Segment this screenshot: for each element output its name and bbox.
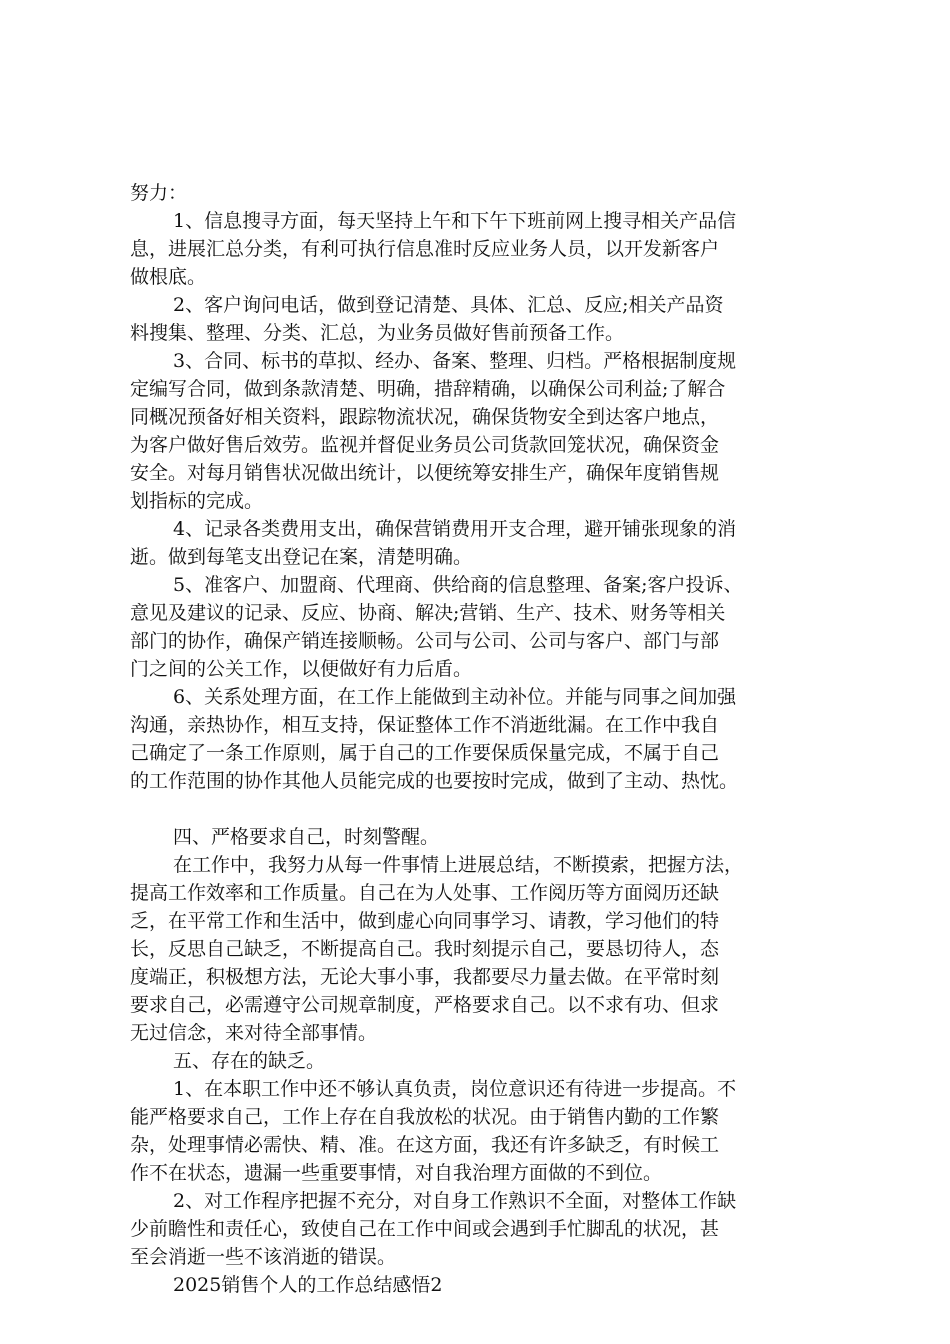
text-line: 沟通，亲热协作，相互支持，保证整体工作不消逝纰漏。在工作中我自	[130, 714, 720, 736]
text-line: 料搜集、整理、分类、汇总，为业务员做好售前预备工作。	[130, 322, 625, 344]
text-line: 部门的协作，确保产销连接顺畅。公司与公司、公司与客户、部门与部	[130, 630, 720, 652]
text-line: 3、合同、标书的草拟、经办、备案、整理、归档。严格根据制度规	[173, 350, 737, 372]
text-line: 同概况预备好相关资料，跟踪物流状况，确保货物安全到达客户地点，	[130, 406, 720, 428]
text-line: 努力：	[130, 182, 188, 204]
text-line: 5、准客户、加盟商、代理商、供给商的信息整理、备案;客户投诉、	[173, 574, 743, 596]
document-subtitle: 2025销售个人的工作总结感悟2	[173, 1274, 443, 1296]
text-line: 4、记录各类费用支出，确保营销费用开支合理，避开铺张现象的消	[173, 518, 737, 540]
text-line: 息，进展汇总分类，有利可执行信息准时反应业务人员，以开发新客户	[130, 238, 720, 260]
text-line: 划指标的完成。	[130, 490, 264, 512]
text-line: 门之间的公关工作，以便做好有力后盾。	[130, 658, 473, 680]
text-line: 长，反思自己缺乏，不断提高自己。我时刻提示自己，要恳切待人，态	[130, 938, 720, 960]
text-line: 1、在本职工作中还不够认真负责，岗位意识还有待进一步提高。不	[173, 1078, 737, 1100]
text-line: 提高工作效率和工作质量。自己在为人处事、工作阅历等方面阅历还缺	[130, 882, 720, 904]
text-line: 为客户做好售后效劳。监视并督促业务员公司货款回笼状况，确保资金	[130, 434, 720, 456]
text-line: 做根底。	[130, 266, 207, 288]
text-line: 作不在状态，遗漏一些重要事情，对自我治理方面做的不到位。	[130, 1162, 663, 1184]
text-line: 6、关系处理方面，在工作上能做到主动补位。并能与同事之间加强	[173, 686, 737, 708]
text-line: 安全。对每月销售状况做出统计，以便统筹安排生产，确保年度销售规	[130, 462, 720, 484]
text-line: 乏，在平常工作和生活中，做到虚心向同事学习、请教，学习他们的特	[130, 910, 720, 932]
text-line: 己确定了一条工作原则，属于自己的工作要保质保量完成，不属于自己	[130, 742, 720, 764]
text-line: 度端正，积极想方法，无论大事小事，我都要尽力量去做。在平常时刻	[130, 966, 720, 988]
text-line: 在工作中，我努力从每一件事情上进展总结，不断摸索，把握方法，	[173, 854, 744, 876]
text-line: 杂，处理事情必需快、精、准。在这方面，我还有许多缺乏，有时候工	[130, 1134, 720, 1156]
text-line: 逝。做到每笔支出登记在案，清楚明确。	[130, 546, 473, 568]
section-heading: 四、严格要求自己，时刻警醒。	[173, 826, 440, 848]
text-line: 要求自己，必需遵守公司规章制度，严格要求自己。以不求有功、但求	[130, 994, 720, 1016]
text-line: 定编写合同，做到条款清楚、明确，措辞精确，以确保公司利益;了解合	[130, 378, 726, 400]
text-line: 的工作范围的协作其他人员能完成的也要按时完成，做到了主动、热忱。	[130, 770, 739, 792]
text-line: 至会消逝一些不该消逝的错误。	[130, 1246, 397, 1268]
text-line: 2、客户询问电话，做到登记清楚、具体、汇总、反应;相关产品资	[173, 294, 724, 316]
text-line: 能严格要求自己，工作上存在自我放松的状况。由于销售内勤的工作繁	[130, 1106, 720, 1128]
text-line: 意见及建议的记录、反应、协商、解决;营销、生产、技术、财务等相关	[130, 602, 726, 624]
text-line: 2、对工作程序把握不充分，对自身工作熟识不全面，对整体工作缺	[173, 1190, 737, 1212]
text-line: 无过信念，来对待全部事情。	[130, 1022, 378, 1044]
section-heading: 五、存在的缺乏。	[173, 1050, 326, 1072]
text-line: 少前瞻性和责任心，致使自己在工作中间或会遇到手忙脚乱的状况，甚	[130, 1218, 720, 1240]
text-line: 1、信息搜寻方面，每天坚持上午和下午下班前网上搜寻相关产品信	[173, 210, 737, 232]
